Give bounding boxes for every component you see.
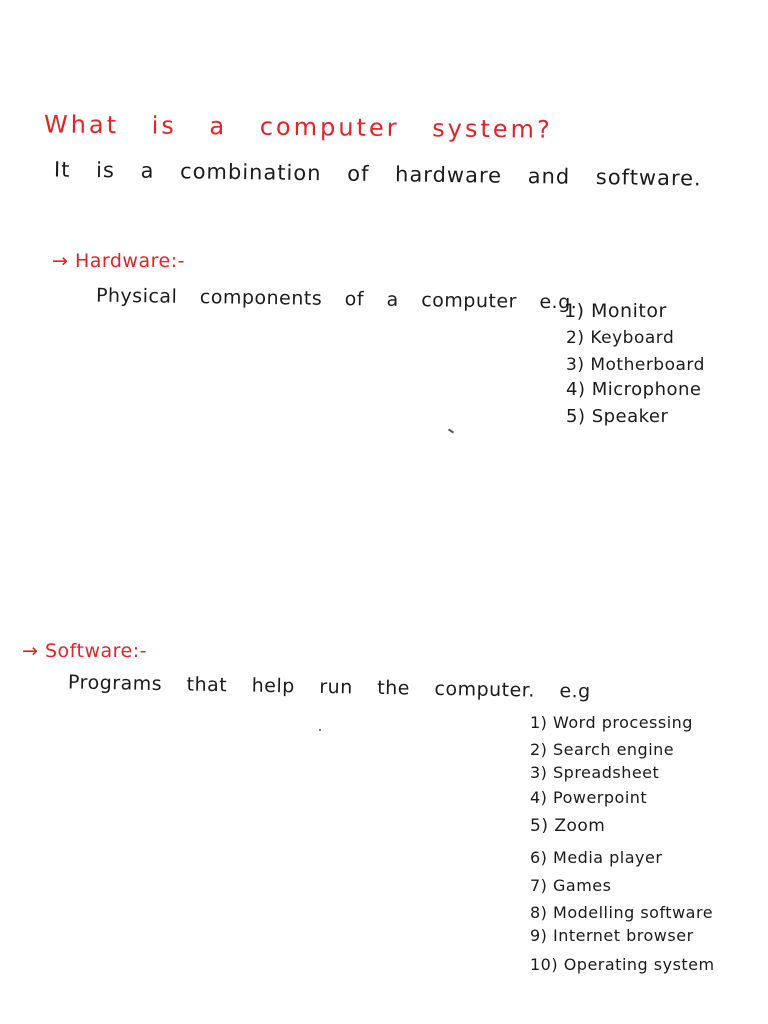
hardware-item-monitor: 1) Monitor	[564, 300, 667, 322]
stray-pen-dot	[319, 729, 321, 731]
hardware-item-motherboard: 3) Motherboard	[566, 355, 705, 375]
hardware-item-keyboard: 2) Keyboard	[566, 328, 675, 348]
definition-text: It is a combination of hardware and software.	[53, 157, 702, 191]
software-item-powerpoint: 4) Powerpoint	[530, 788, 648, 807]
software-item-operating-system: 10) Operating system	[530, 955, 715, 974]
software-heading: → Software:-	[22, 640, 147, 662]
software-item-word-processing: 1) Word processing	[530, 713, 693, 732]
software-item-media-player: 6) Media player	[530, 848, 663, 867]
software-item-zoom: 5) Zoom	[530, 816, 606, 836]
software-item-search-engine: 2) Search engine	[530, 740, 675, 759]
software-item-games: 7) Games	[530, 876, 612, 895]
hardware-heading: → Hardware:-	[52, 250, 185, 272]
software-item-internet-browser: 9) Internet browser	[530, 926, 694, 945]
software-item-spreadsheet: 3) Spreadsheet	[530, 763, 660, 782]
page-title: What is a computer system?	[43, 110, 553, 144]
software-item-modelling-software: 8) Modelling software	[530, 903, 714, 922]
hardware-description: Physical components of a computer e.g.	[95, 284, 578, 314]
hardware-item-microphone: 4) Microphone	[566, 379, 702, 400]
hardware-item-speaker: 5) Speaker	[566, 406, 669, 427]
software-description: Programs that help run the computer. e.g	[67, 671, 591, 703]
stray-pen-mark	[448, 428, 454, 433]
